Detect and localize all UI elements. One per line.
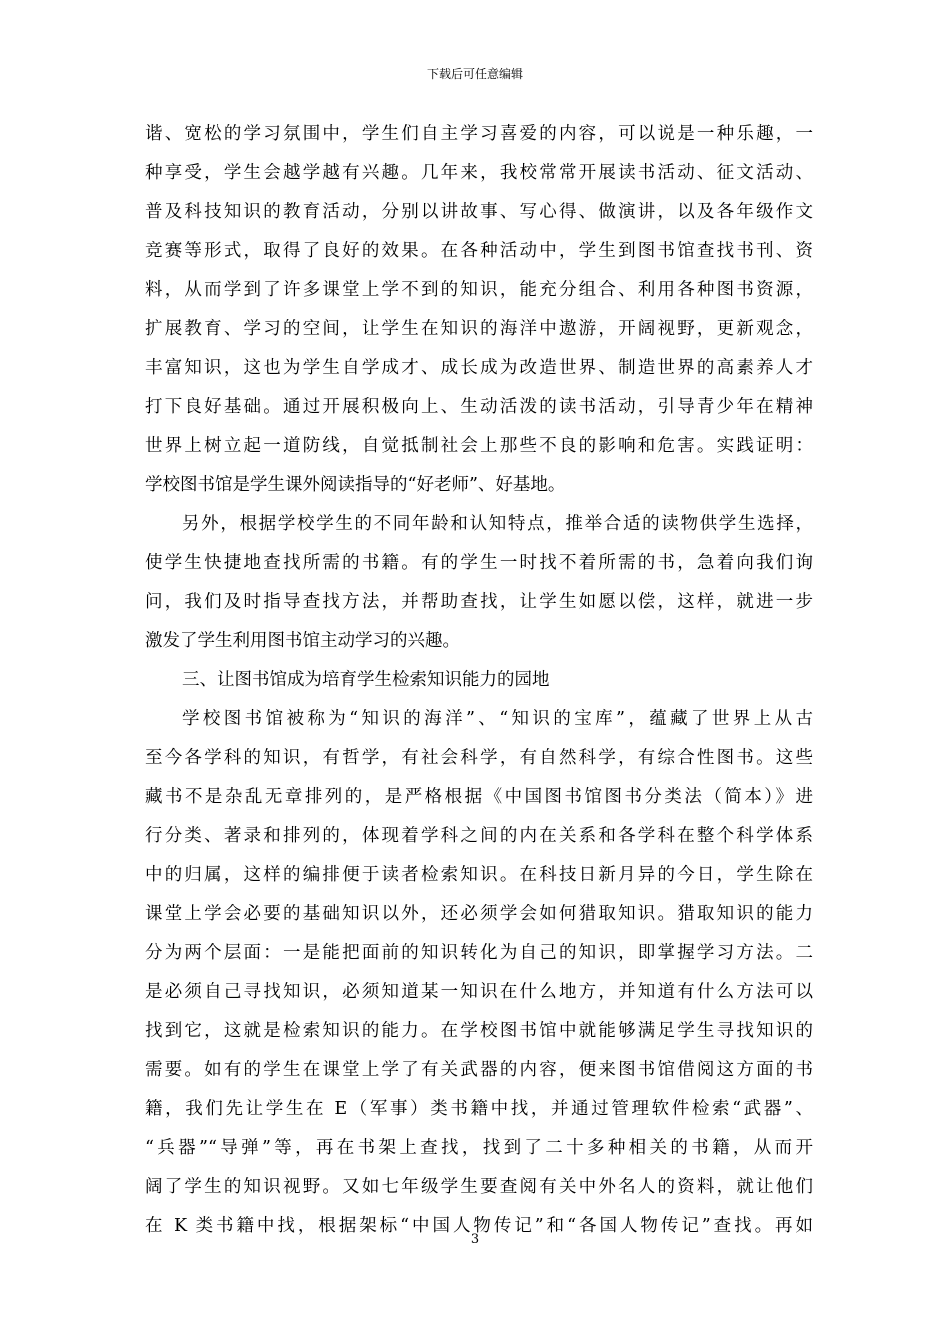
text-line: 世界上树立起一道防线，自觉抵制社会上那些不良的影响和危害。实践证明： <box>145 436 813 456</box>
body-text <box>145 115 813 1246</box>
text-line: 行分类、著录和排列的，体现着学科之间的内在关系和各学科在整个科学体系 <box>145 826 813 846</box>
text-line: 分为两个层面：一是能把面前的知识转化为自己的知识，即掌握学习方法。二 <box>145 943 813 963</box>
text-line: 阔了学生的知识视野。又如七年级学生要查阅有关中外名人的资料，就让他们 <box>145 1177 813 1197</box>
text-line: 学校图书馆是学生课外阅读指导的“好老师”、好基地。 <box>145 475 566 495</box>
text-line: 中的归属，这样的编排便于读者检索知识。在科技日新月异的今日，学生除在 <box>145 865 813 885</box>
text-line: 激发了学生利用图书馆主动学习的兴趣。 <box>145 631 460 651</box>
paragraph <box>145 700 813 1246</box>
paragraph <box>145 505 813 661</box>
text-line: 课堂上学会必要的基础知识以外，还必须学会如何猎取知识。猎取知识的能力 <box>145 904 813 924</box>
page-number: 3 <box>470 1232 480 1247</box>
text-line: 问，我们及时指导查找方法，并帮助查找，让学生如愿以偿，这样，就进一步 <box>145 592 813 612</box>
text-line: 谐、宽松的学习氛围中，学生们自主学习喜爱的内容，可以说是一种乐趣，一 <box>145 124 813 144</box>
paragraph <box>145 115 813 505</box>
text-line: 料，从而学到了许多课堂上学不到的知识，能充分组合、利用各种图书资源， <box>145 280 813 300</box>
heading-line: 三、让图书馆成为培育学生检索知识能力的园地 <box>182 670 550 690</box>
text-line: 竞赛等形式，取得了良好的效果。在各种活动中，学生到图书馆查找书刊、资 <box>145 241 813 261</box>
section-heading <box>145 661 813 700</box>
page-header: 下载后可任意编辑 <box>426 67 523 81</box>
text-line: 找到它，这就是检索知识的能力。在学校图书馆中就能够满足学生寻找知识的 <box>145 1021 813 1041</box>
text-line: 是必须自己寻找知识，必须知道某一知识在什么地方，并知道有什么方法可以 <box>145 982 813 1002</box>
text-line: 学校图书馆被称为“知识的海洋”、“知识的宝库”，蕴藏了世界上从古 <box>182 709 813 729</box>
text-line: 丰富知识，这也为学生自学成才、成长成为改造世界、制造世界的高素养人才 <box>145 358 813 378</box>
text-line: 种享受，学生会越学越有兴趣。几年来，我校常常开展读书活动、征文活动、 <box>145 163 813 183</box>
text-line: 使学生快捷地查找所需的书籍。有的学生一时找不着所需的书，急着向我们询 <box>145 553 813 573</box>
text-line: 籍，我们先让学生在 E（军事）类书籍中找，并通过管理软件检索“武器”、 <box>145 1099 813 1119</box>
text-line: “兵器”“导弹”等，再在书架上查找，找到了二十多种相关的书籍，从而开 <box>145 1138 813 1158</box>
text-line: 扩展教育、学习的空间，让学生在知识的海洋中遨游，开阔视野，更新观念， <box>145 319 813 339</box>
text-line: 普及科技知识的教育活动，分别以讲故事、写心得、做演讲，以及各年级作文 <box>145 202 813 222</box>
text-line: 需要。如有的学生在课堂上学了有关武器的内容，便来图书馆借阅这方面的书 <box>145 1060 813 1080</box>
text-line: 在 K 类书籍中找，根据架标“中国人物传记”和“各国人物传记”查找。再如 <box>145 1216 813 1236</box>
text-line: 另外，根据学校学生的不同年龄和认知特点，推举合适的读物供学生选择， <box>182 514 813 534</box>
text-line: 至今各学科的知识，有哲学，有社会科学，有自然科学，有综合性图书。这些 <box>145 748 813 768</box>
text-line: 藏书不是杂乱无章排列的，是严格根据《中国图书馆图书分类法（简本）》进 <box>145 787 813 807</box>
text-line: 打下良好基础。通过开展积极向上、生动活泼的读书活动，引导青少年在精神 <box>145 397 813 417</box>
